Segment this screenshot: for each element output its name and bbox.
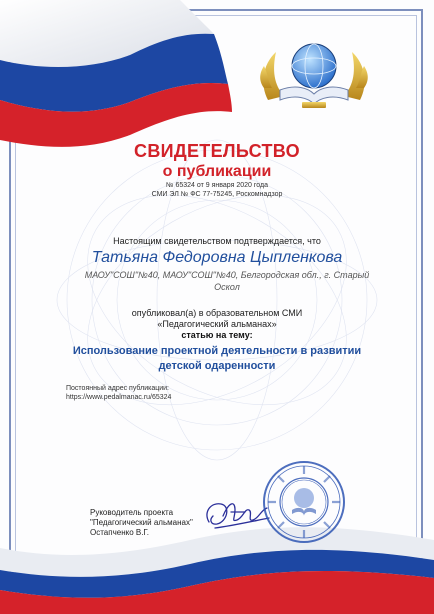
address-label: Постоянный адрес публикации: xyxy=(66,385,170,392)
published-in-text: опубликовал(а) в образовательном СМИ xyxy=(131,308,303,318)
globe-book-emblem-icon xyxy=(258,30,370,120)
signer-role: Руководитель проекта xyxy=(90,508,174,517)
confirmation-text: Настоящим свидетельством подтверждается, что xyxy=(113,236,321,246)
registration-number: № 65324 от 9 января 2020 года xyxy=(166,182,268,189)
person-name: Татьяна Федоровна Цыпленкова xyxy=(91,249,343,266)
media-registration: СМИ ЭЛ № ФС 77-75245, Роскомнадзор xyxy=(151,191,283,198)
certificate-subtitle: о публикации xyxy=(162,163,272,180)
address-link[interactable]: https://www.pedalmanac.ru/65324 xyxy=(66,394,172,401)
round-stamp-icon xyxy=(262,460,346,544)
organization: МАОУ"СОШ"№40, МАОУ"СОШ"№40, Белгородская обл., г. Старый Оскол xyxy=(84,270,370,292)
signer-name: Остапченко В.Г. xyxy=(90,528,150,537)
article-title: Использование проектной деятельности в развитии детской одаренности xyxy=(72,345,362,372)
media-name: «Педагогический альманах» xyxy=(157,319,277,329)
topic-label: статью на тему: xyxy=(181,330,253,340)
signer-project: "Педагогический альманах" xyxy=(90,518,193,527)
certificate-title: СВИДЕТЕЛЬСТВО xyxy=(134,141,300,161)
